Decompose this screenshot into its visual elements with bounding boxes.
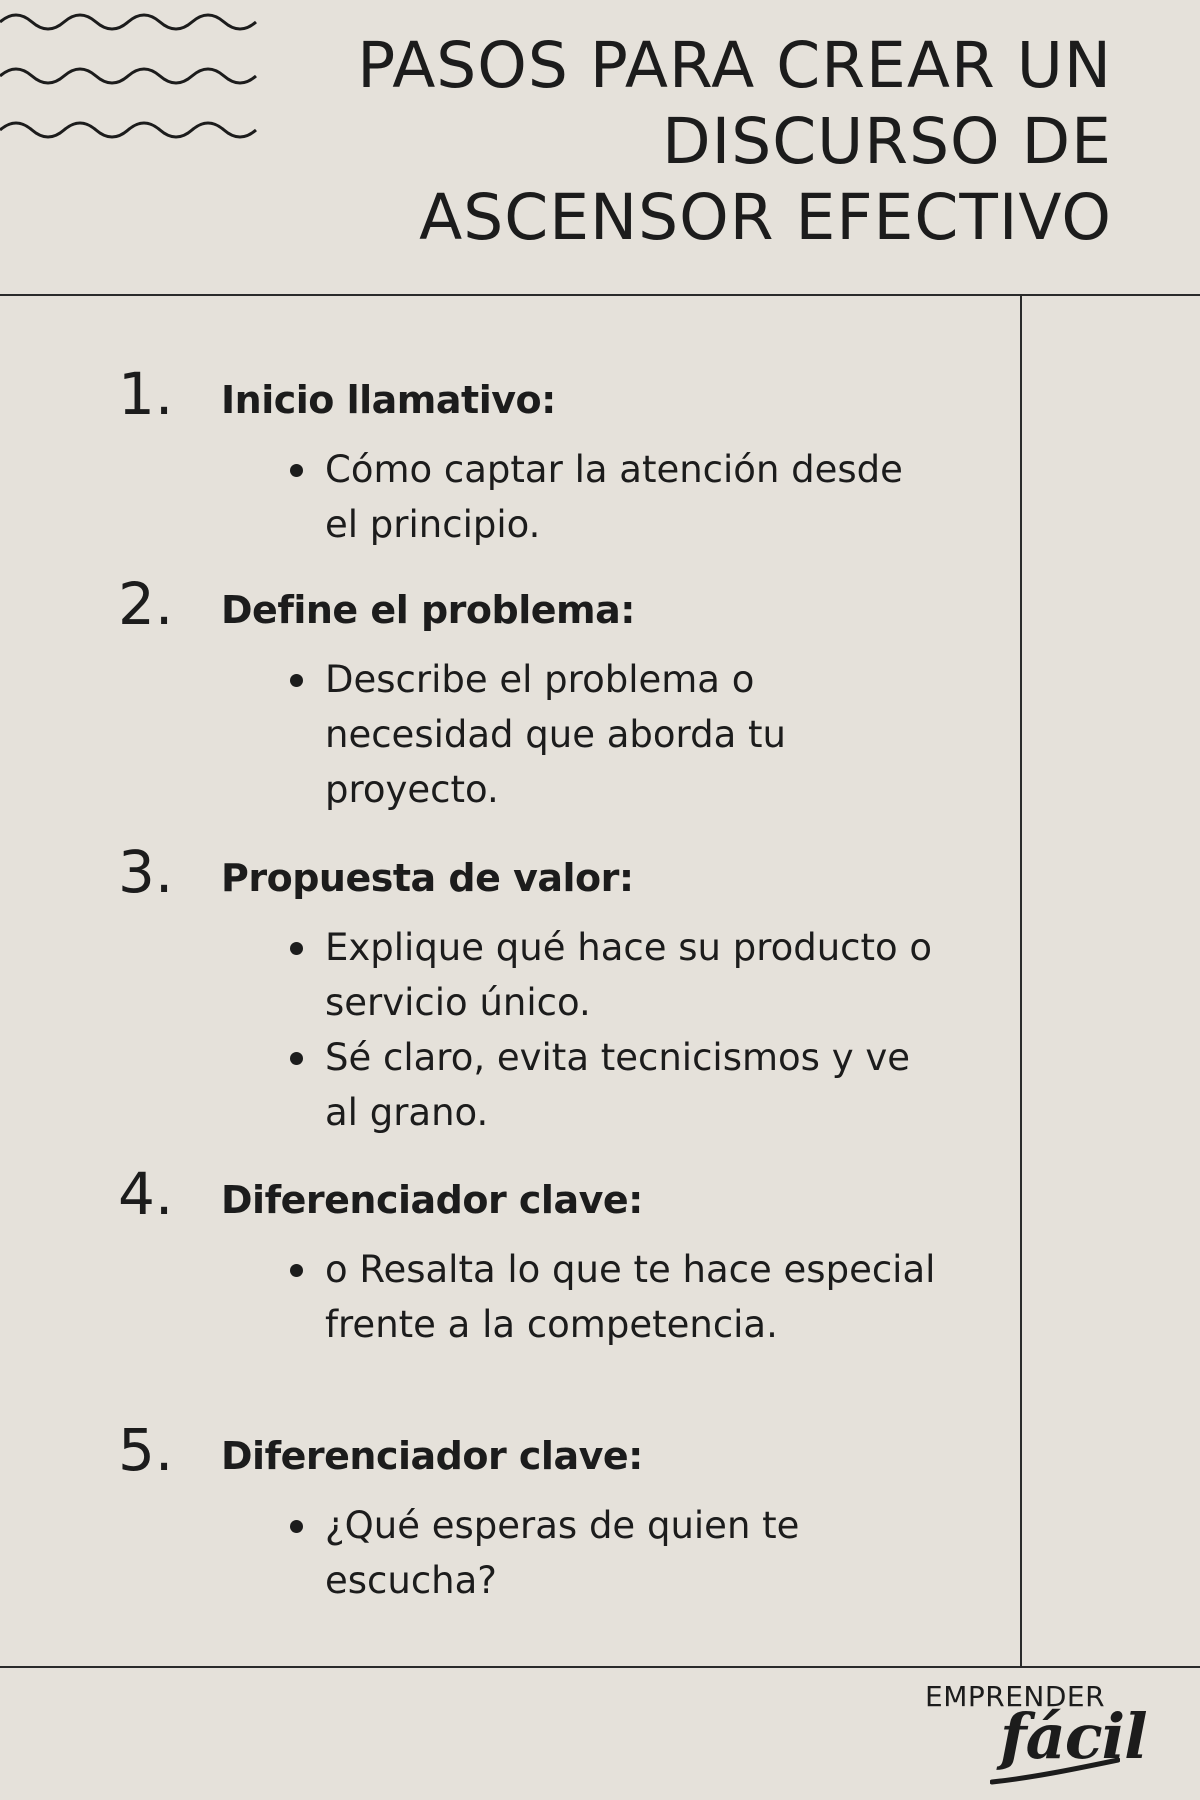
step-number: 4.	[118, 1160, 174, 1228]
logo-wordmark-script: fácil	[1000, 1700, 1147, 1773]
bullet-text: Cómo captar la atención desde el principio.	[325, 448, 903, 546]
bullet-text: ¿Qué esperas de quien te escucha?	[325, 1504, 800, 1602]
step-heading: Define el problema:	[221, 588, 635, 632]
bullet-list	[0, 442, 1000, 552]
bullet-list	[0, 652, 1000, 817]
step-heading: Propuesta de valor:	[221, 856, 634, 900]
bullet-icon	[290, 1052, 303, 1065]
list-item	[0, 652, 945, 817]
bullet-list	[0, 920, 1000, 1140]
step-number: 5.	[118, 1416, 174, 1484]
step-number: 3.	[118, 838, 174, 906]
list-item	[0, 1030, 945, 1140]
bullet-text: Describe el problema o necesidad que aborda tu proyecto.	[325, 658, 786, 811]
step-heading: Diferenciador clave:	[221, 1178, 643, 1222]
wavy-lines-icon	[0, 8, 260, 158]
step-number: 1.	[118, 360, 174, 428]
bullet-list	[0, 1498, 1000, 1608]
bullet-list	[0, 1242, 1000, 1352]
list-item	[0, 920, 945, 1030]
vertical-divider	[1020, 294, 1022, 1668]
logo-wordmark-top: EMPRENDER	[925, 1680, 1106, 1713]
list-item	[0, 1498, 945, 1608]
step-heading: Inicio llamativo:	[221, 378, 556, 422]
page-title: PASOS PARA CREAR UN DISCURSO DE ASCENSOR EFECTIVO	[357, 29, 1112, 254]
bullet-text: Explique qué hace su producto o servicio único.	[325, 926, 933, 1024]
list-item	[0, 442, 945, 552]
brand-logo	[920, 1676, 1147, 1796]
step-heading: Diferenciador clave:	[221, 1434, 643, 1478]
bottom-divider	[0, 1666, 1200, 1668]
bullet-icon	[290, 942, 303, 955]
logo-swoosh-icon	[990, 1758, 1120, 1788]
list-item	[0, 1242, 945, 1352]
step-number: 2.	[118, 570, 174, 638]
bullet-icon	[290, 1520, 303, 1533]
bullet-text: Sé claro, evita tecnicismos y ve al grano.	[325, 1036, 911, 1134]
bullet-text: o Resalta lo que te hace especial frente a la competencia.	[325, 1248, 936, 1346]
bullet-icon	[290, 464, 303, 477]
bullet-icon	[290, 674, 303, 687]
bullet-icon	[290, 1264, 303, 1277]
